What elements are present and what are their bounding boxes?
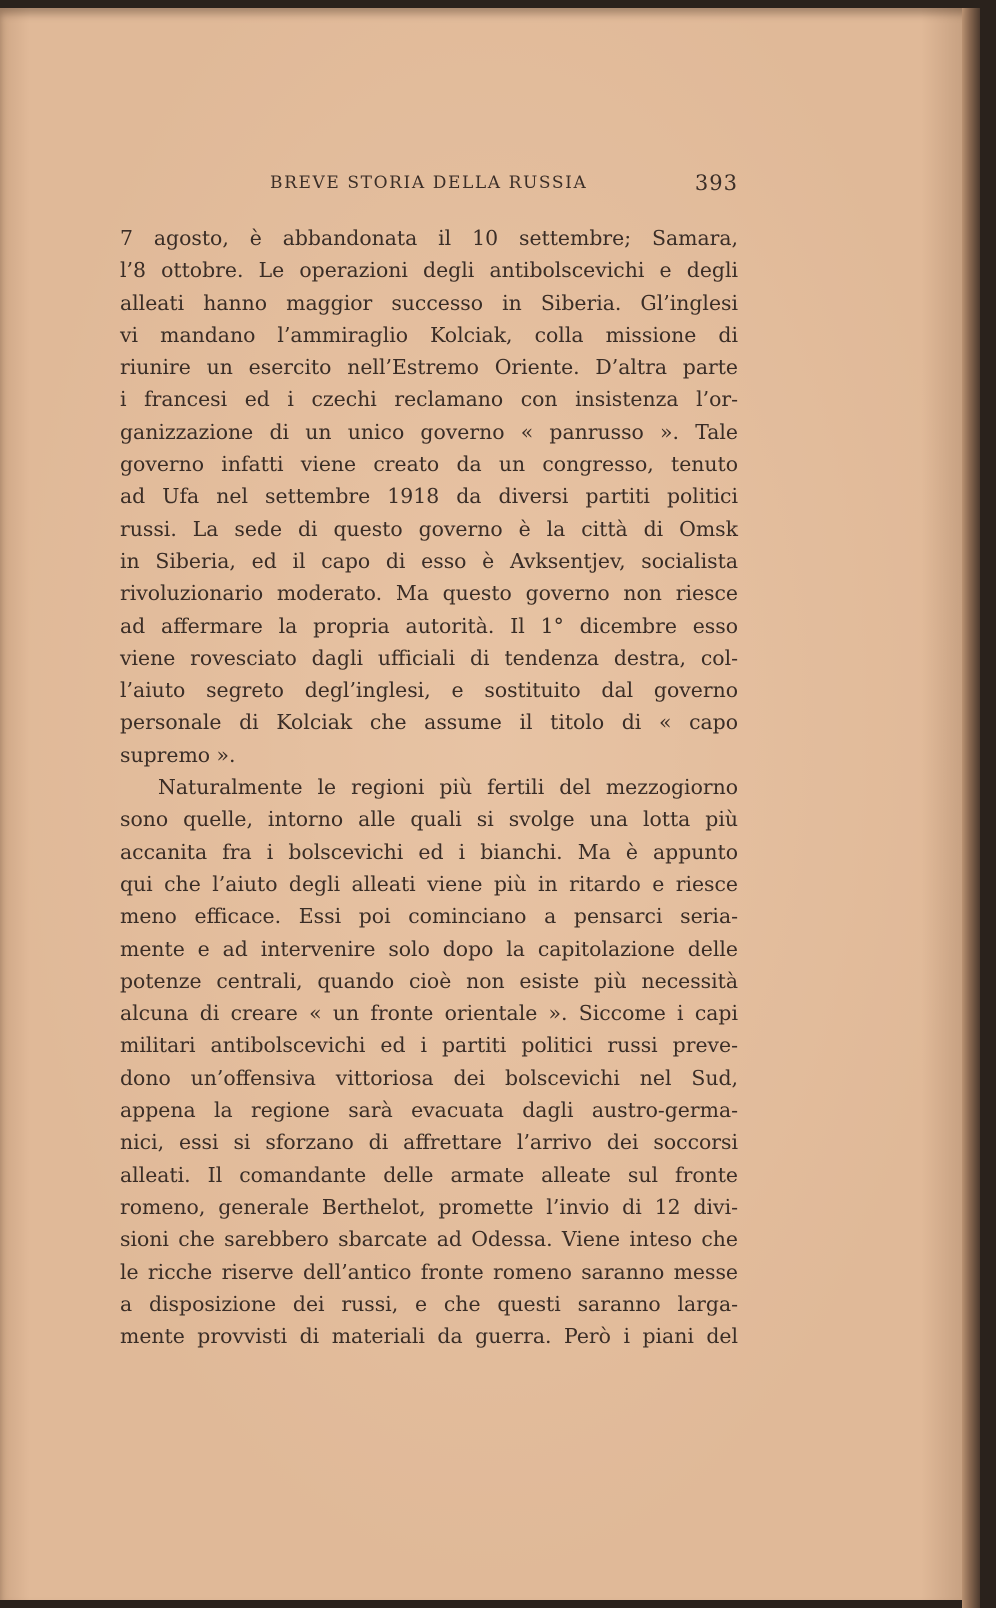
text-line: accanita fra i bolscevichi ed i bianchi. Ma è appunto: [120, 839, 738, 864]
book-page: [0, 8, 980, 1600]
text-line: viene rovesciato dagli ufficiali di tendenza destra, col-: [120, 645, 738, 670]
text-line: romeno, generale Berthelot, promette l’invio di 12 divi-: [120, 1194, 738, 1219]
text-line: 7 agosto, è abbandonata il 10 settembre; Samara,: [120, 226, 738, 250]
text-line: sioni che sarebbero sbarcate ad Odessa. Viene inteso che: [120, 1227, 738, 1252]
text-line-paragraph-end: supremo ».: [120, 742, 236, 767]
text-line: sono quelle, intorno alle quali si svolge una lotta più: [120, 807, 738, 832]
page-number: 393: [694, 171, 738, 195]
running-head: [120, 171, 738, 199]
text-line: governo infatti viene creato da un congresso, tenuto: [120, 452, 738, 477]
text-line: meno efficace. Essi poi cominciano a pensarci seria-: [120, 904, 738, 929]
text-line: ganizzazione di un unico governo « panrusso ». Tale: [120, 419, 738, 444]
text-line: personale di Kolciak che assume il titolo di « capo: [120, 710, 738, 735]
text-line: le ricche riserve dell’antico fronte romeno saranno messe: [120, 1259, 738, 1284]
text-line: dono un’offensiva vittoriosa dei bolscevichi nel Sud,: [120, 1065, 738, 1090]
text-line: rivoluzionario moderato. Ma questo governo non riesce: [120, 581, 738, 606]
text-line: mente provvisti di materiali da guerra. Però i piani del: [120, 1324, 738, 1349]
text-line: appena la regione sarà evacuata dagli austro-germa-: [120, 1098, 738, 1123]
text-line: a disposizione dei russi, e che questi saranno larga-: [120, 1291, 738, 1316]
text-line: alleati hanno maggior successo in Siberia. Gl’inglesi: [120, 290, 738, 315]
text-line: ad Ufa nel settembre 1918 da diversi partiti politici: [120, 484, 738, 509]
text-line: nici, essi si sforzano di affrettare l’arrivo dei soccorsi: [120, 1130, 738, 1155]
text-line: ad affermare la propria autorità. Il 1° dicembre esso: [120, 613, 738, 638]
page-edge-shadow: [962, 8, 980, 1608]
text-line: i francesi ed i czechi reclamano con insistenza l’or-: [120, 387, 738, 412]
text-line: l’8 ottobre. Le operazioni degli antibolscevichi e degli: [120, 258, 738, 283]
text-line: vi mandano l’ammiraglio Kolciak, colla missione di: [120, 322, 738, 347]
text-line-paragraph-start: Naturalmente le regioni più fertili del mezzogiorno: [158, 775, 738, 800]
text-line: russi. La sede di questo governo è la città di Omsk: [120, 516, 738, 541]
text-line: riunire un esercito nell’Estremo Oriente. D’altra parte: [120, 355, 738, 380]
text-line: militari antibolscevichi ed i partiti politici russi preve-: [120, 1033, 738, 1058]
body-text: [120, 222, 738, 1352]
text-line: l’aiuto segreto degl’inglesi, e sostituito dal governo: [120, 678, 738, 703]
text-line: qui che l’aiuto degli alleati viene più in ritardo e riesce: [120, 871, 738, 896]
text-line: alleati. Il comandante delle armate alleate sul fronte: [120, 1162, 738, 1187]
text-line: potenze centrali, quando cioè non esiste più necessità: [120, 968, 738, 993]
text-line: alcuna di creare « un fronte orientale ». Siccome i capi: [120, 1001, 738, 1026]
text-line: in Siberia, ed il capo di esso è Avksentjev, socialista: [120, 548, 738, 573]
text-line: mente e ad intervenire solo dopo la capitolazione delle: [120, 936, 738, 961]
running-head-title: BREVE STORIA DELLA RUSSIA: [270, 173, 588, 193]
